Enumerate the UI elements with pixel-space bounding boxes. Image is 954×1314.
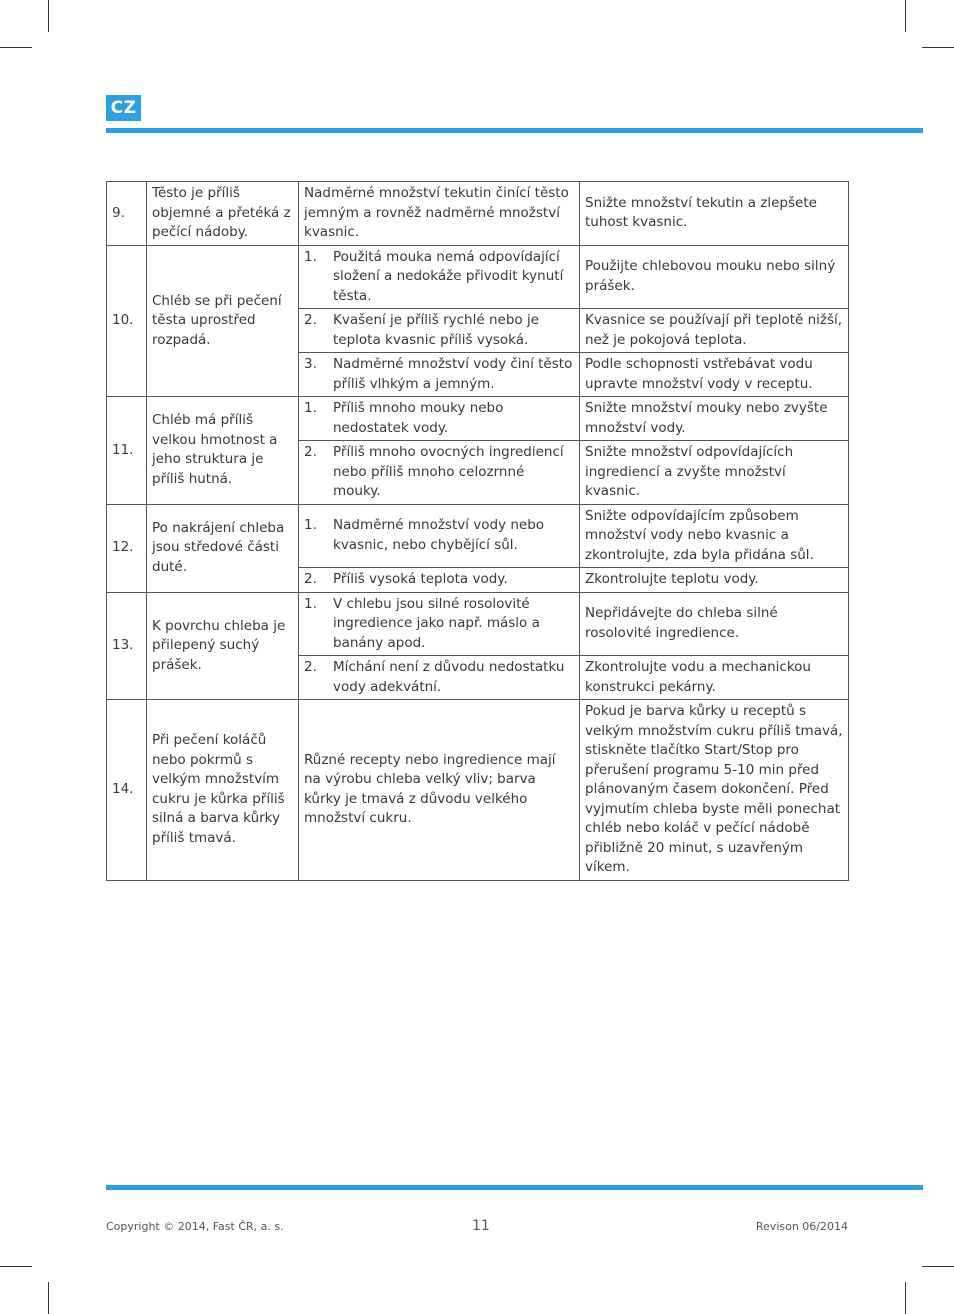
cause-number: 3. xyxy=(304,356,317,372)
cause-cell xyxy=(299,397,580,441)
problem-number: 11. xyxy=(107,397,147,505)
cause-text: V chlebu jsou silné rosolovité ingredience jako např. máslo a banány apod. xyxy=(333,595,540,651)
problem-number: 9. xyxy=(107,182,147,246)
cause-cell xyxy=(299,441,580,505)
cause-cell xyxy=(299,504,580,568)
problem-description: Po nakrájení chleba jsou středové části duté. xyxy=(147,504,299,592)
crop-mark xyxy=(0,1266,32,1267)
crop-mark xyxy=(905,0,906,32)
cause-number: 2. xyxy=(304,659,317,675)
cause-number: 1. xyxy=(304,400,317,416)
solution-cell: Snižte odpovídajícím způsobem množství vody nebo kvasnic a zkontrolujte, zda byla přidána sůl. xyxy=(580,504,849,568)
problem-number: 14. xyxy=(107,700,147,881)
cause-text: Kvašení je příliš rychlé nebo je teplota kvasnic příliš vysoká. xyxy=(333,312,540,348)
cause-text: Příliš mnoho ovocných ingrediencí nebo příliš mnoho celozrnné mouky. xyxy=(333,444,564,499)
cause-list-item xyxy=(304,355,574,394)
cause-cell xyxy=(299,592,580,656)
solution-cell: Použijte chlebovou mouku nebo silný prášek. xyxy=(580,245,849,309)
crop-mark xyxy=(922,47,954,48)
problem-number: 13. xyxy=(107,592,147,700)
cause-cell xyxy=(299,656,580,700)
cause-list-item xyxy=(304,399,574,438)
language-badge: CZ xyxy=(106,95,141,121)
cause-number: 2. xyxy=(304,571,317,587)
cause-number: 2. xyxy=(304,444,317,460)
solution-cell: Snižte množství odpovídajících ingrediencí a zvyšte množství kvasnic. xyxy=(580,441,849,505)
solution-cell: Snižte množství mouky nebo zvyšte množství vody. xyxy=(580,397,849,441)
cause-number: 1. xyxy=(304,517,317,534)
crop-mark xyxy=(905,1282,906,1314)
cause-list-item xyxy=(304,595,574,654)
solution-cell: Zkontrolujte vodu a mechanickou konstrukci pekárny. xyxy=(580,656,849,700)
troubleshooting-table xyxy=(106,181,849,881)
problem-description: Při pečení koláčů nebo pokrmů s velkým množstvím cukru je kůrka příliš silná a barva kůrky příliš tmavá. xyxy=(147,700,299,881)
problem-number: 10. xyxy=(107,245,147,397)
cause-cell xyxy=(299,353,580,397)
table-row xyxy=(107,700,849,881)
solution-cell: Kvasnice se používají při teplotě nižší, než je pokojová teplota. xyxy=(580,309,849,353)
cause-list-item xyxy=(304,570,574,590)
footer-rule xyxy=(106,1185,923,1190)
cause-cell xyxy=(299,309,580,353)
crop-mark xyxy=(922,1266,954,1267)
header-rule xyxy=(106,128,923,133)
problem-description: Chléb se při pečení těsta uprostřed rozpadá. xyxy=(147,245,299,397)
cause-list-item xyxy=(304,311,574,350)
cause-cell xyxy=(299,700,580,881)
crop-mark xyxy=(48,1282,49,1314)
table-row xyxy=(107,592,849,656)
problem-number: 12. xyxy=(107,504,147,592)
cause-text: Různé recepty nebo ingredience mají na výrobu chleba velký vliv; barva kůrky je tmavá z důvodu velkého množství cukru. xyxy=(304,751,556,827)
table-row xyxy=(107,245,849,309)
cause-number: 1. xyxy=(304,595,317,612)
cause-text: Příliš vysoká teplota vody. xyxy=(333,571,508,587)
footer-copyright: Copyright © 2014, Fast ČR, a. s. xyxy=(106,1220,284,1233)
cause-number: 1. xyxy=(304,248,317,265)
cause-list-item xyxy=(304,248,574,307)
cause-list-item xyxy=(304,443,574,502)
cause-text: Míchání není z důvodu nedostatku vody adekvátní. xyxy=(333,659,565,695)
crop-mark xyxy=(0,47,32,48)
cause-list-item xyxy=(304,516,574,555)
crop-mark xyxy=(48,0,49,32)
solution-cell: Podle schopnosti vstřebávat vodu upravte množství vody v receptu. xyxy=(580,353,849,397)
table-row xyxy=(107,504,849,568)
cause-text: Nadměrné množství tekutin činící těsto jemným a rovněž nadměrné množství kvasnic. xyxy=(304,185,569,240)
footer-revision: Revison 06/2014 xyxy=(755,1220,848,1233)
solution-cell: Snižte množství tekutin a zlepšete tuhost kvasnic. xyxy=(580,182,849,246)
solution-cell: Zkontrolujte teplotu vody. xyxy=(580,568,849,593)
table-row xyxy=(107,182,849,246)
cause-text: Nadměrné množství vody nebo kvasnic, nebo chybějící sůl. xyxy=(333,517,545,553)
cause-text: Příliš mnoho mouky nebo nedostatek vody. xyxy=(333,400,504,436)
cause-list-item xyxy=(304,658,574,697)
cause-number: 2. xyxy=(304,312,317,328)
problem-description: Těsto je příliš objemné a přetéká z pečící nádoby. xyxy=(147,182,299,246)
solution-cell: Nepřidávejte do chleba silné rosolovité ingredience. xyxy=(580,592,849,656)
table-row xyxy=(107,397,849,441)
cause-cell xyxy=(299,568,580,593)
problem-description: K povrchu chleba je přilepený suchý prášek. xyxy=(147,592,299,700)
cause-cell xyxy=(299,245,580,309)
cause-cell xyxy=(299,182,580,246)
page-number: 11 xyxy=(472,1218,490,1234)
cause-text: Nadměrné množství vody činí těsto příliš vlhkým a jemným. xyxy=(333,356,573,392)
problem-description: Chléb má příliš velkou hmotnost a jeho struktura je příliš hutná. xyxy=(147,397,299,505)
solution-cell: Pokud je barva kůrky u receptů s velkým množstvím cukru příliš tmavá, stiskněte tlačítko Start/Stop pro přerušení programu 5-10 min před plánovaným časem dokončení. Před vyjmutím chleba byste měli ponechat chléb nebo koláč v pečící nádobě přibližně 20 minut, s uzavřeným víkem. xyxy=(580,700,849,881)
cause-text: Použitá mouka nemá odpovídající složení a nedokáže přivodit kynutí těsta. xyxy=(333,248,564,304)
